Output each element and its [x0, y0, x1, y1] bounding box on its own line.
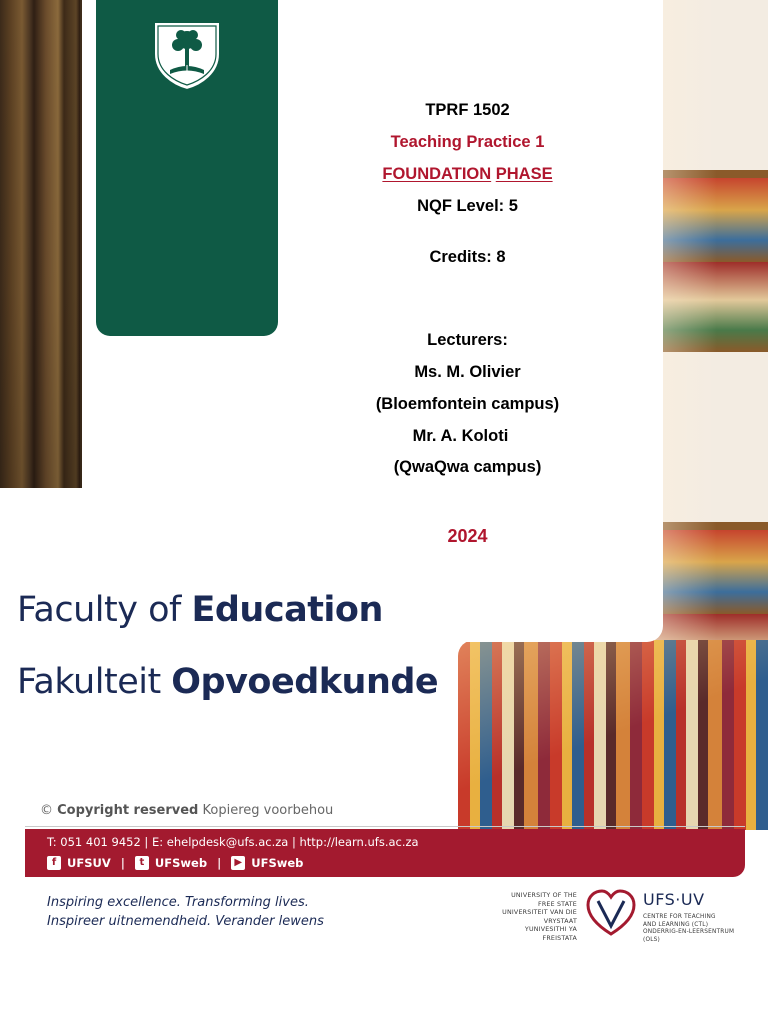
- ufs-heart-logo-icon: [585, 888, 637, 940]
- social-links: [47, 856, 303, 870]
- youtube-icon[interactable]: ▶: [231, 856, 245, 870]
- uni-name-line: UNIVERSITEIT VAN DIE: [502, 909, 577, 916]
- contact-bar: [25, 829, 745, 877]
- copyright-english: Copyright reserved: [57, 803, 199, 818]
- lecturer-2-name: Mr. A. Koloti: [412, 427, 509, 445]
- ctl-line: AND LEARNING (CTL): [643, 921, 709, 928]
- credits: Credits: 8: [429, 248, 506, 266]
- lecturer-1-name: Ms. M. Olivier: [414, 363, 521, 381]
- social-separator: |: [217, 856, 222, 870]
- tagline-afrikaans: Inspireer uitnemendheid. Verander lewens: [47, 914, 324, 929]
- faculty-af-bold: Opvoedkunde: [171, 662, 439, 702]
- lecturers-heading: Lecturers:: [427, 331, 508, 349]
- ctl-names: [643, 914, 763, 944]
- year: 2024: [447, 526, 488, 546]
- footer-divider: [25, 826, 745, 827]
- social-twitter-label[interactable]: UFSweb: [154, 856, 208, 870]
- tagline-english: Inspiring excellence. Transforming lives.: [47, 895, 309, 910]
- course-title: Teaching Practice 1: [390, 133, 545, 151]
- social-separator: |: [120, 856, 125, 870]
- uni-name-line: YUNIVESITHI YA: [524, 926, 577, 933]
- uni-name-line: VRYSTAAT: [543, 917, 577, 925]
- uni-name-line: FREE STATE: [538, 900, 577, 908]
- university-names: [483, 892, 577, 943]
- phase-word-1: FOUNDATION: [382, 165, 492, 183]
- copyright-icon: ©: [40, 803, 53, 818]
- lecturer-2-campus: (QwaQwa campus): [393, 458, 542, 476]
- facebook-icon[interactable]: f: [47, 856, 61, 870]
- faculty-en-regular: Faculty of: [17, 590, 192, 630]
- social-facebook-label[interactable]: UFSUV: [67, 856, 111, 870]
- course-code: TPRF 1502: [425, 101, 510, 119]
- contact-details[interactable]: T: 051 401 9452 | E: ehelpdesk@ufs.ac.za | http://learn.ufs.ac.za: [47, 835, 419, 849]
- phase-word-2: PHASE: [495, 165, 553, 183]
- uni-name-line: UNIVERSITY OF THE: [511, 892, 577, 899]
- nqf-level: NQF Level: 5: [417, 197, 518, 215]
- course-phase: [350, 165, 585, 184]
- uni-name-line: FREISTATA: [542, 934, 577, 942]
- twitter-icon[interactable]: t: [135, 856, 149, 870]
- social-youtube-label[interactable]: UFSweb: [251, 856, 304, 870]
- ctl-line: (OLS): [643, 936, 660, 943]
- faculty-af-regular: Fakulteit: [17, 662, 172, 702]
- ctl-line: CENTRE FOR TEACHING: [643, 914, 716, 920]
- faculty-en-bold: Education: [191, 590, 383, 630]
- faculty-name-english: [17, 590, 383, 630]
- copyright-notice: [40, 803, 333, 818]
- bookshelf-image-bottom: [458, 640, 768, 830]
- lecturer-1-campus: (Bloemfontein campus): [375, 395, 560, 413]
- ufs-brand: UFS·UV: [643, 890, 705, 909]
- ufs-crest-icon: [150, 18, 224, 92]
- ctl-line: ONDERRIG-EN-LEERSENTRUM: [643, 929, 735, 935]
- copyright-afrikaans: Kopiereg voorbehou: [202, 803, 334, 818]
- tagline: [47, 893, 324, 931]
- faculty-name-afrikaans: [17, 662, 438, 702]
